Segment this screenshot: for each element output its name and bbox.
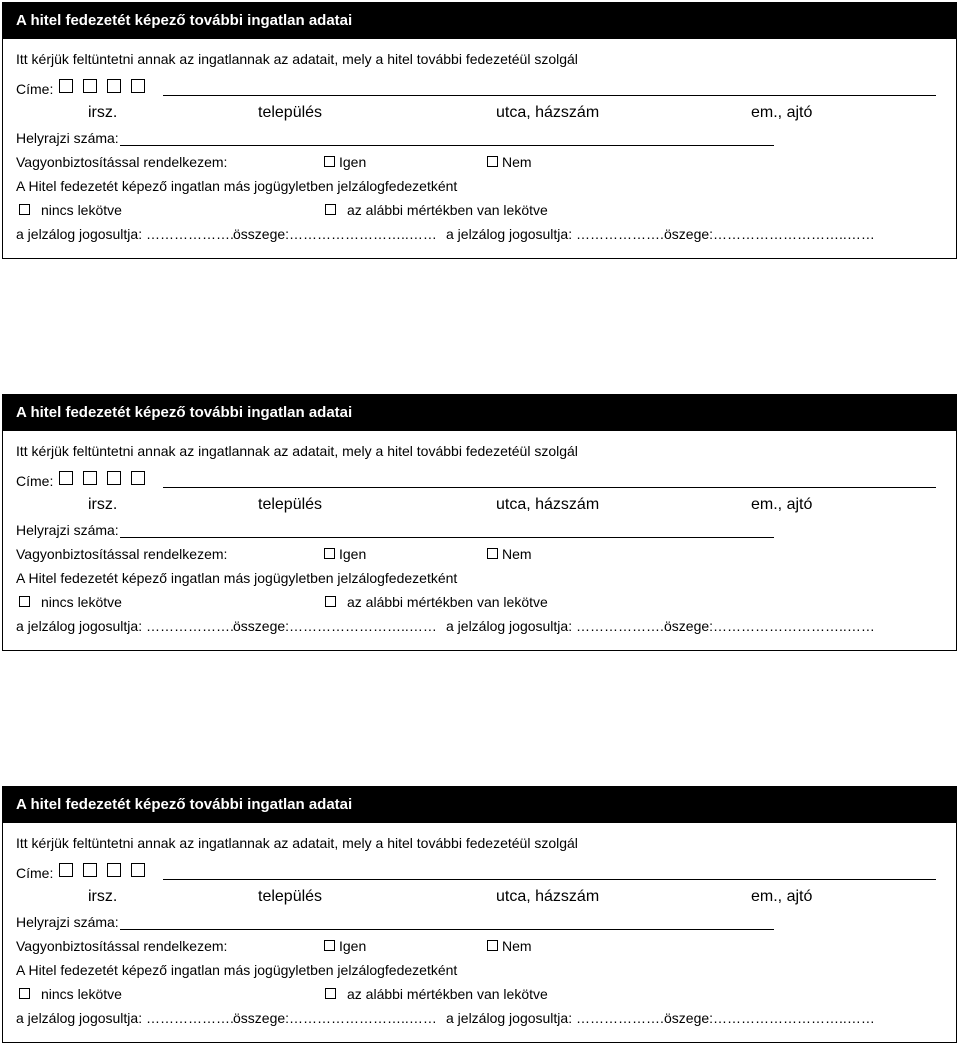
lien-exists-checkbox[interactable] [325,204,336,215]
parcel-number-label: Helyrajzi száma: [16,522,119,538]
insurance-no-checkbox[interactable] [487,156,498,167]
insurance-label: Vagyonbiztosítással rendelkezem: [16,938,228,954]
address-line[interactable] [163,487,936,488]
lien-none-label: nincs lekötve [41,594,122,610]
parcel-number-line[interactable] [120,145,774,146]
postcode-caption: irsz. [88,496,118,513]
lien-question: A Hitel fedezetét képező ingatlan más jogügyletben jelzálogfedezetként [16,178,458,194]
insurance-yes-label: Igen [339,546,367,562]
lien-exists-checkbox[interactable] [325,596,336,607]
lien-none-checkbox[interactable] [19,596,30,607]
settlement-caption: település [258,496,323,513]
insurance-no-checkbox[interactable] [487,940,498,951]
lien-holder-1: a jelzálog jogosultja: ………………. [16,1010,234,1026]
postcode-digit-3-box[interactable] [107,471,121,485]
postcode-digit-4-box[interactable] [131,471,145,485]
property-section-1 [2,2,957,259]
parcel-number-label: Helyrajzi száma: [16,914,119,930]
parcel-number-label: Helyrajzi száma: [16,130,119,146]
lien-holder-1: a jelzálog jogosultja: ………………. [16,226,234,242]
address-label: Címe: [16,473,54,489]
intro-text: Itt kérjük feltüntetni annak az ingatlannak az adatait, mely a hitel további fedezetéül szolgál [16,835,578,851]
insurance-yes-checkbox[interactable] [324,548,335,559]
lien-none-checkbox[interactable] [19,988,30,999]
street-caption: utca, házszám [496,888,600,905]
lien-none-checkbox[interactable] [19,204,30,215]
street-caption: utca, házszám [496,496,600,513]
postcode-digit-1-box[interactable] [59,79,73,93]
address-label: Címe: [16,865,54,881]
parcel-number-line[interactable] [120,929,774,930]
property-section-3 [2,786,957,1043]
section-header [3,787,956,823]
lien-amount-1: összege:……………………..…… [233,226,437,242]
postcode-digit-1-box[interactable] [59,471,73,485]
lien-exists-label: az alábbi mértékben van lekötve [347,986,548,1002]
address-line[interactable] [163,95,936,96]
insurance-no-label: Nem [502,154,532,170]
insurance-label: Vagyonbiztosítással rendelkezem: [16,154,228,170]
lien-none-label: nincs lekötve [41,202,122,218]
lien-holder-2: a jelzálog jogosultja: ………………. [446,226,664,242]
property-section-2 [2,394,957,651]
floor-door-caption: em., ajtó [751,888,813,905]
section-header [3,395,956,431]
insurance-label: Vagyonbiztosítással rendelkezem: [16,546,228,562]
lien-amount-2: öszege:………………………..…… [664,226,875,242]
intro-text: Itt kérjük feltüntetni annak az ingatlannak az adatait, mely a hitel további fedezetéül szolgál [16,51,578,67]
postcode-digit-3-box[interactable] [107,863,121,877]
settlement-caption: település [258,888,323,905]
intro-text: Itt kérjük feltüntetni annak az ingatlannak az adatait, mely a hitel további fedezetéül szolgál [16,443,578,459]
lien-exists-label: az alábbi mértékben van lekötve [347,594,548,610]
floor-door-caption: em., ajtó [751,496,813,513]
lien-question: A Hitel fedezetét képező ingatlan más jogügyletben jelzálogfedezetként [16,570,458,586]
postcode-digit-2-box[interactable] [83,471,97,485]
lien-exists-label: az alábbi mértékben van lekötve [347,202,548,218]
insurance-no-label: Nem [502,546,532,562]
lien-amount-2: öszege:………………………..…… [664,1010,875,1026]
postcode-digit-4-box[interactable] [131,863,145,877]
postcode-digit-3-box[interactable] [107,79,121,93]
insurance-yes-checkbox[interactable] [324,156,335,167]
lien-holder-2: a jelzálog jogosultja: ………………. [446,1010,664,1026]
postcode-digit-4-box[interactable] [131,79,145,93]
address-line[interactable] [163,879,936,880]
section-title: A hitel fedezetét képező további ingatlan adatai [16,404,353,421]
lien-question: A Hitel fedezetét képező ingatlan más jogügyletben jelzálogfedezetként [16,962,458,978]
address-label: Címe: [16,81,54,97]
lien-amount-2: öszege:………………………..…… [664,618,875,634]
postcode-digit-2-box[interactable] [83,79,97,93]
lien-amount-1: összege:……………………..…… [233,1010,437,1026]
section-title: A hitel fedezetét képező további ingatlan adatai [16,796,353,813]
section-title: A hitel fedezetét képező további ingatlan adatai [16,12,353,29]
lien-amount-1: összege:……………………..…… [233,618,437,634]
floor-door-caption: em., ajtó [751,104,813,121]
insurance-yes-label: Igen [339,154,367,170]
section-header [3,3,956,39]
settlement-caption: település [258,104,323,121]
postcode-caption: irsz. [88,104,118,121]
insurance-yes-checkbox[interactable] [324,940,335,951]
lien-holder-1: a jelzálog jogosultja: ………………. [16,618,234,634]
parcel-number-line[interactable] [120,537,774,538]
insurance-yes-label: Igen [339,938,367,954]
insurance-no-label: Nem [502,938,532,954]
street-caption: utca, házszám [496,104,600,121]
lien-holder-2: a jelzálog jogosultja: ………………. [446,618,664,634]
lien-none-label: nincs lekötve [41,986,122,1002]
postcode-digit-2-box[interactable] [83,863,97,877]
lien-exists-checkbox[interactable] [325,988,336,999]
insurance-no-checkbox[interactable] [487,548,498,559]
postcode-caption: irsz. [88,888,118,905]
postcode-digit-1-box[interactable] [59,863,73,877]
